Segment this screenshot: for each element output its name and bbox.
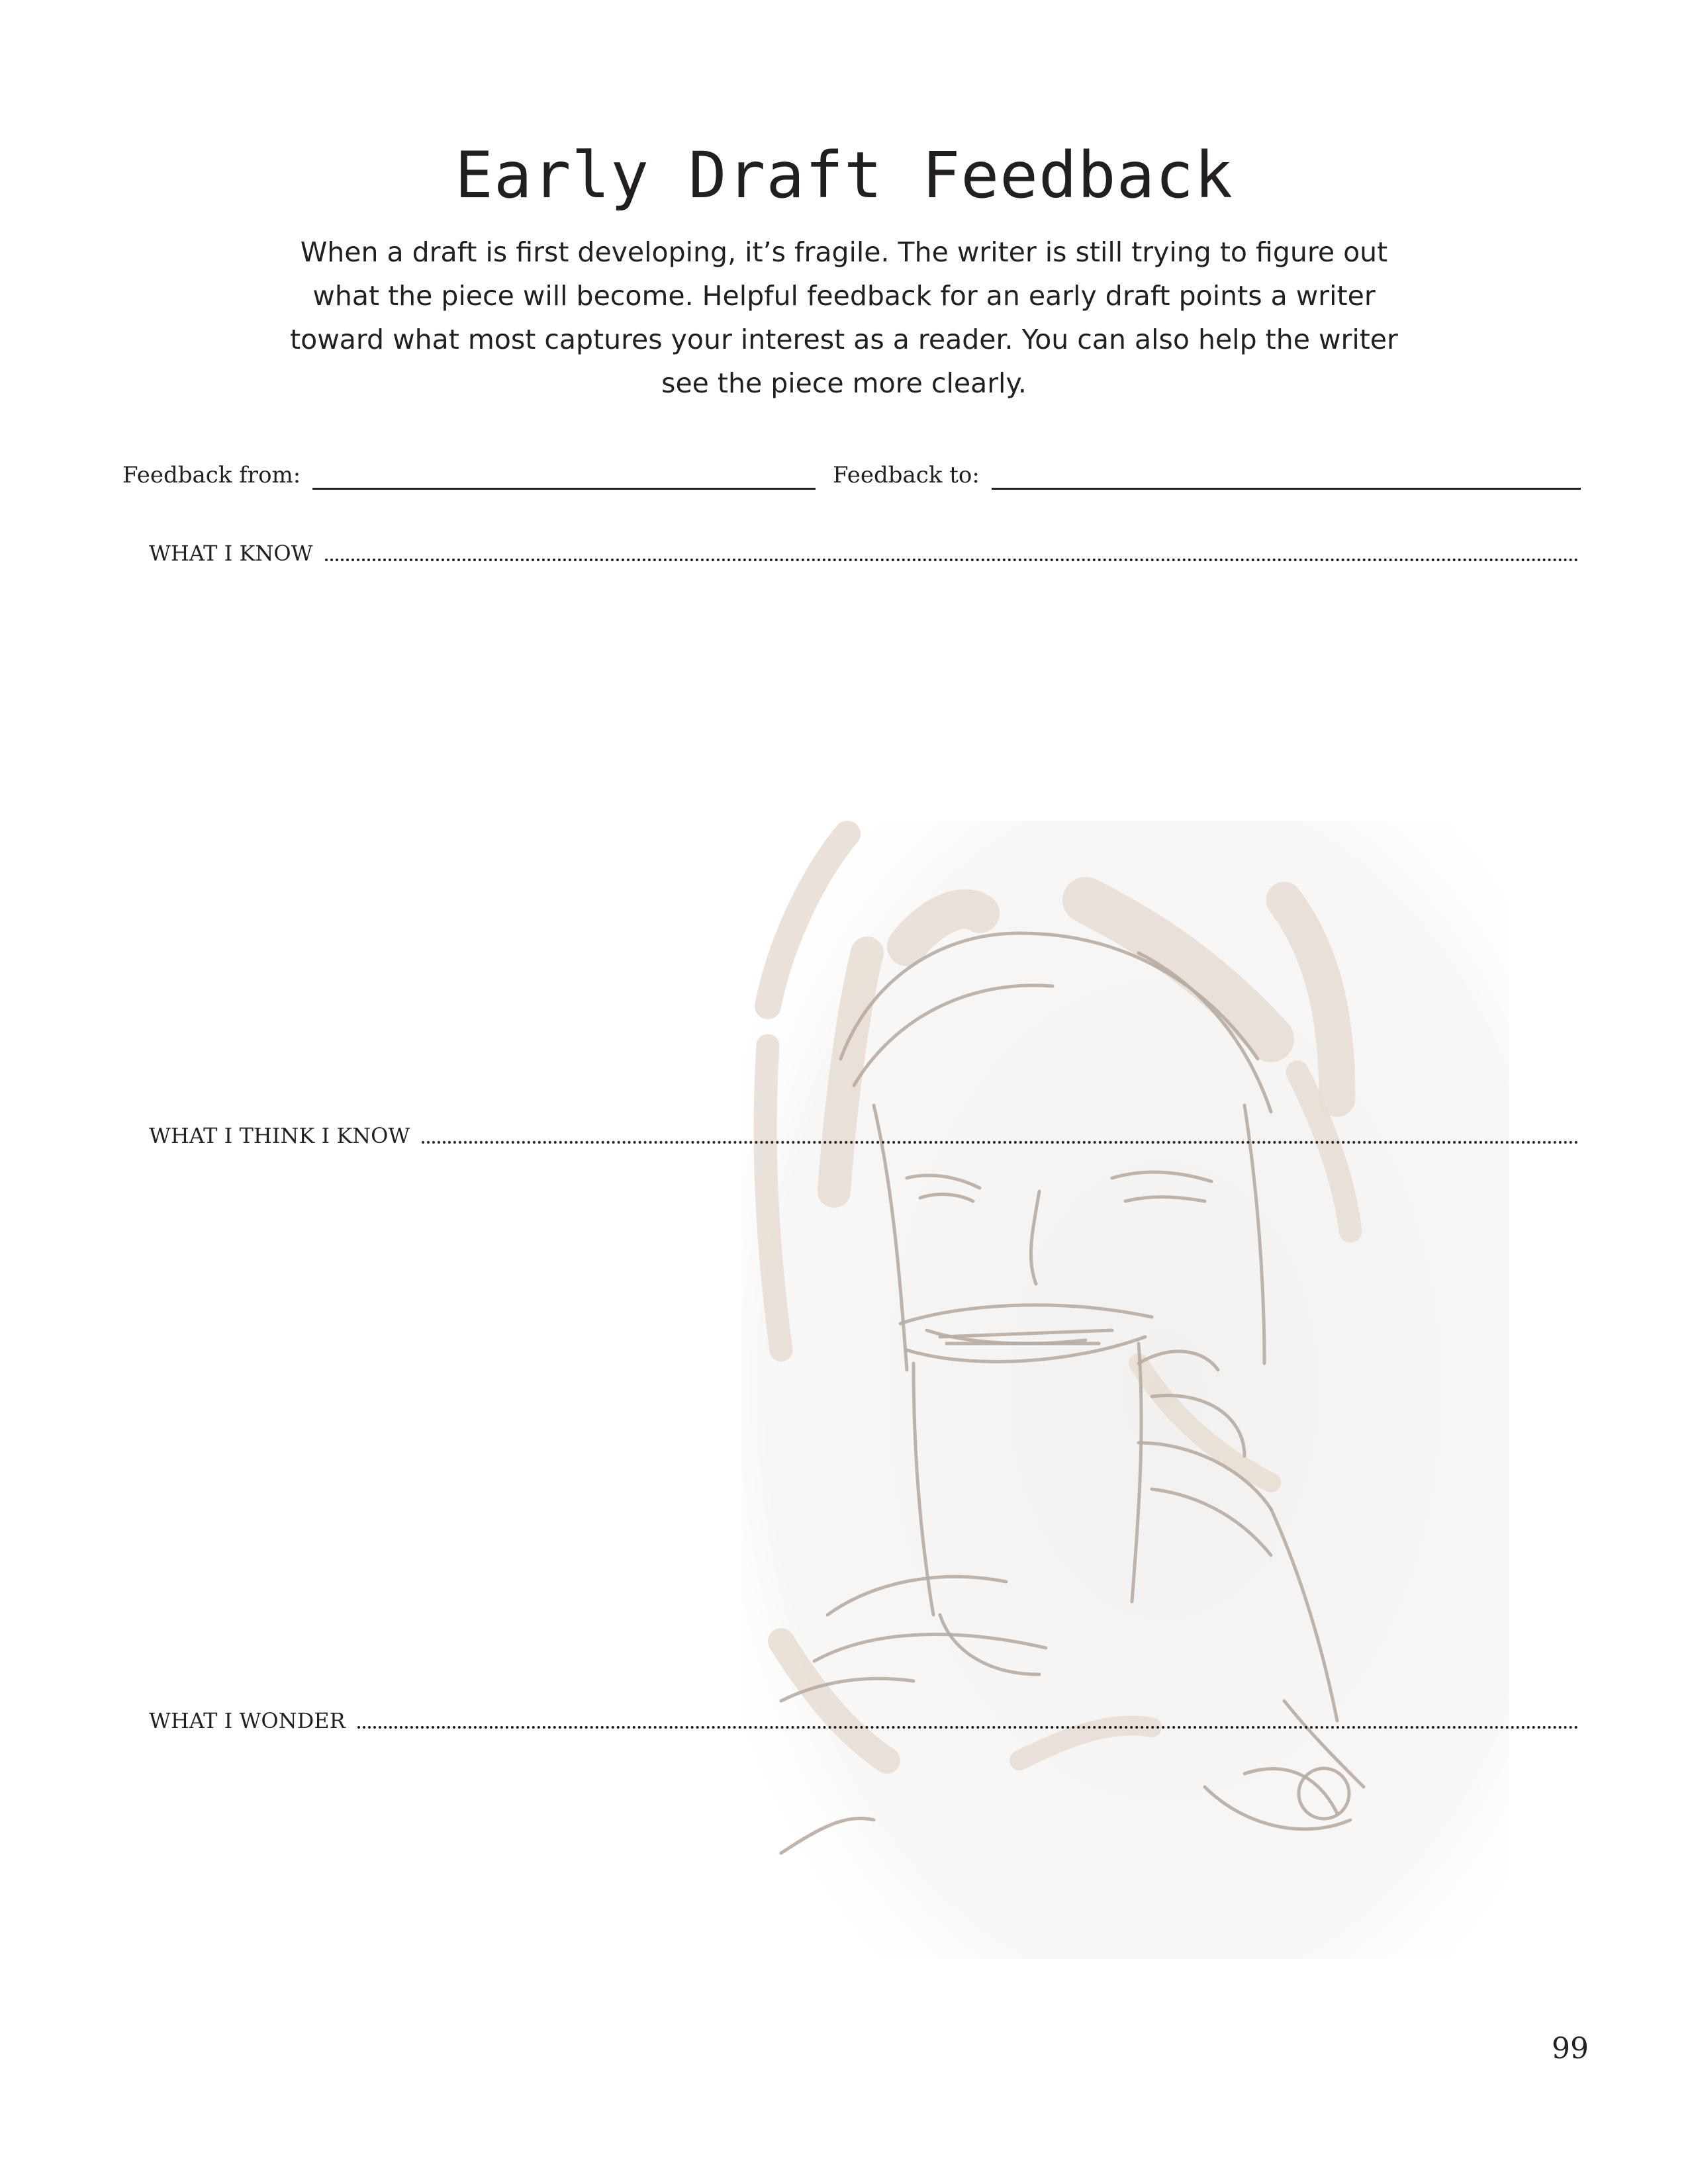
section-what-i-know bbox=[149, 535, 1579, 568]
section-label: WHAT I KNOW bbox=[149, 541, 313, 566]
section-label: WHAT I THINK I KNOW bbox=[149, 1123, 410, 1148]
section-label: WHAT I WONDER bbox=[149, 1708, 346, 1733]
dotted-rule bbox=[325, 559, 1579, 561]
sketch-illustration bbox=[741, 821, 1509, 1959]
feedback-from-field bbox=[122, 457, 816, 490]
page-number: 99 bbox=[1552, 2032, 1589, 2066]
dotted-rule bbox=[422, 1141, 1579, 1144]
intro-paragraph: When a draft is first developing, it’s fragile. The writer is still trying to figure out what the piece will become. Helpful feedback for an early draft points a writer toward what most captures your interest as a reader. You can also help the writer see the piece more clearly. bbox=[290, 236, 1398, 399]
feedback-to-label: Feedback to: bbox=[833, 462, 980, 488]
section-what-i-wonder bbox=[149, 1702, 1579, 1735]
feedback-from-label: Feedback from: bbox=[122, 462, 301, 488]
section-what-i-think-i-know bbox=[149, 1117, 1579, 1150]
feedback-to-field bbox=[833, 457, 1581, 490]
dotted-rule bbox=[357, 1726, 1579, 1729]
feedback-to-line[interactable] bbox=[992, 468, 1581, 490]
feedback-from-line[interactable] bbox=[312, 468, 816, 490]
page-title: Early Draft Feedback bbox=[455, 138, 1233, 212]
